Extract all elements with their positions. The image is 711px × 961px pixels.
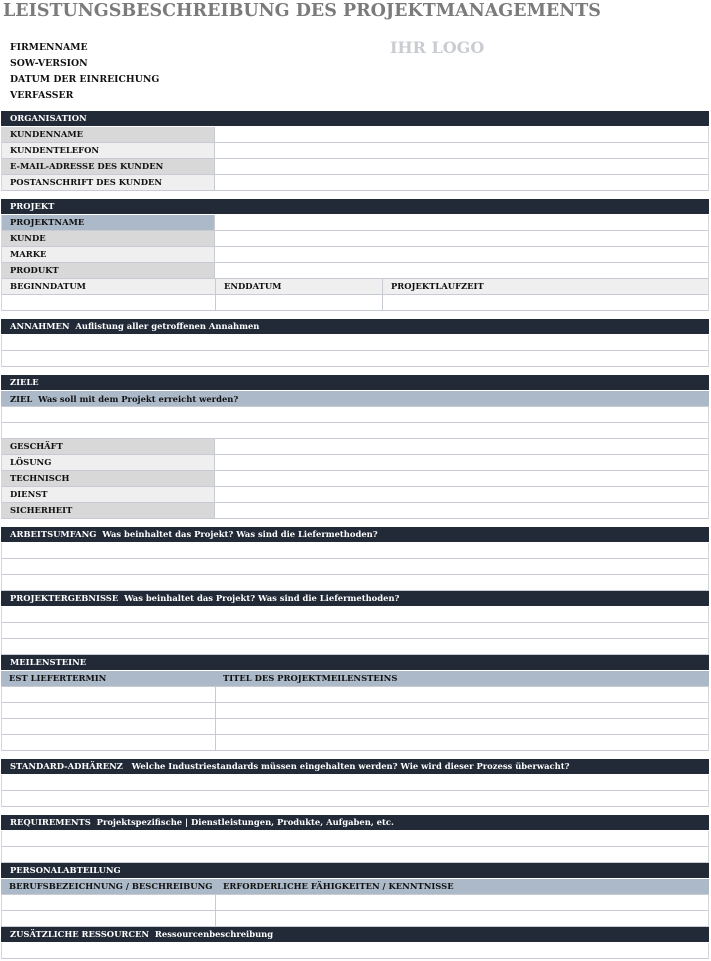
section-hint: Projektspezifische | Dienstleistungen, Produkte, Aufgaben, etc. — [96, 817, 394, 827]
table-row[interactable] — [1, 895, 709, 911]
table-row[interactable] — [1, 735, 709, 751]
section-header-meilensteine: MEILENSTEINE — [1, 655, 709, 670]
section-header-standard — [1, 759, 709, 774]
section-header-annahmen — [1, 319, 709, 334]
form-row-client-name[interactable] — [1, 127, 709, 143]
field-label: TECHNISCH — [2, 471, 215, 486]
meta-sow-version: SOW-VERSION — [10, 58, 88, 69]
text-row[interactable] — [1, 623, 709, 639]
form-row-technical[interactable] — [1, 471, 709, 487]
field-label: PROJEKTNAME — [2, 215, 215, 230]
col-delivery-date: EST LIEFERTERMIN — [9, 673, 107, 683]
text-row[interactable] — [1, 423, 709, 439]
table-row[interactable] — [1, 687, 709, 703]
text-row[interactable] — [1, 407, 709, 423]
text-row[interactable] — [1, 775, 709, 791]
field-label: E-MAIL-ADRESSE DES KUNDEN — [2, 159, 215, 174]
form-row-product[interactable] — [1, 263, 709, 279]
text-row[interactable] — [1, 575, 709, 591]
form-row-service[interactable] — [1, 487, 709, 503]
date-input-row[interactable] — [1, 295, 709, 311]
date-header-row — [1, 279, 709, 295]
section-header-ziele: ZIELE — [1, 375, 709, 390]
form-row-project-name[interactable] — [1, 215, 709, 231]
section-header-ressourcen — [1, 927, 709, 942]
field-label: DIENST — [2, 487, 215, 502]
text-row[interactable] — [1, 335, 709, 351]
table-row[interactable] — [1, 719, 709, 735]
form-row-business[interactable] — [1, 439, 709, 455]
section-header-projektergebnisse — [1, 591, 709, 606]
field-label: GESCHÄFT — [2, 439, 215, 454]
table-row[interactable] — [1, 703, 709, 719]
field-label: SICHERHEIT — [2, 503, 215, 518]
section-hint: Ressourcenbeschreibung — [154, 929, 274, 939]
text-row[interactable] — [1, 943, 709, 959]
text-row[interactable] — [1, 639, 709, 655]
logo-placeholder: IHR LOGO — [390, 38, 485, 57]
text-row[interactable] — [1, 791, 709, 807]
section-title: REQUIREMENTS — [10, 817, 91, 827]
field-label: PRODUKT — [2, 263, 215, 278]
text-row[interactable] — [1, 607, 709, 623]
section-header-requirements — [1, 815, 709, 830]
col-begin-date: BEGINNDATUM — [10, 281, 86, 291]
section-title: ARBEITSUMFANG — [10, 529, 97, 539]
text-row[interactable] — [1, 559, 709, 575]
field-label: MARKE — [2, 247, 215, 262]
text-row[interactable] — [1, 847, 709, 863]
form-row-security[interactable] — [1, 503, 709, 519]
meta-company-name: FIRMENNAME — [10, 42, 88, 53]
section-hint: Auflistung aller getroffenen Annahmen — [75, 321, 260, 331]
form-row-client-address[interactable] — [1, 175, 709, 191]
field-label: LÖSUNG — [2, 455, 215, 470]
section-title: ANNAHMEN — [10, 321, 70, 331]
section-hint: Was beinhaltet das Projekt? Was sind die Liefermethoden? — [124, 593, 400, 603]
form-row-brand[interactable] — [1, 247, 709, 263]
section-hint: Was beinhaltet das Projekt? Was sind die Liefermethoden? — [102, 529, 378, 539]
text-row[interactable] — [1, 543, 709, 559]
meta-author: VERFASSER — [10, 90, 74, 101]
field-label: KUNDENNAME — [2, 127, 215, 142]
personnel-column-header — [1, 879, 709, 895]
text-row[interactable] — [1, 831, 709, 847]
col-required-skills: ERFORDERLICHE FÄHIGKEITEN / KENNTNISSE — [223, 881, 454, 891]
section-title: PROJEKTERGEBNISSE — [10, 593, 119, 603]
table-row[interactable] — [1, 911, 709, 927]
milestone-column-header — [1, 671, 709, 687]
field-label: KUNDE — [2, 231, 215, 246]
section-header-organisation: ORGANISATION — [1, 111, 709, 126]
form-row-customer[interactable] — [1, 231, 709, 247]
section-header-arbeitsumfang — [1, 527, 709, 542]
section-title: STANDARD-ADHÄRENZ — [10, 761, 123, 771]
form-row-client-email[interactable] — [1, 159, 709, 175]
section-header-projekt: PROJEKT — [1, 199, 709, 214]
meta-submission-date: DATUM DER EINREICHUNG — [10, 74, 160, 85]
section-title: ZIEL — [10, 394, 33, 404]
col-milestone-title: TITEL DES PROJEKTMEILENSTEINS — [223, 673, 398, 683]
col-duration: PROJEKTLAUFZEIT — [391, 281, 484, 291]
text-row[interactable] — [1, 351, 709, 367]
document-meta — [10, 40, 159, 104]
field-label: POSTANSCHRIFT DES KUNDEN — [2, 175, 215, 190]
section-header-personal: PERSONALABTEILUNG — [1, 863, 709, 878]
col-job-title: BERUFSBEZEICHNUNG / BESCHREIBUNG — [9, 881, 213, 891]
form-row-solution[interactable] — [1, 455, 709, 471]
section-hint: Welche Industriestandards müssen eingehalten werden? Wie wird dieser Prozess überwacht? — [131, 761, 570, 771]
section-title: ZUSÄTZLICHE RESSOURCEN — [10, 929, 150, 939]
section-hint: Was soll mit dem Projekt erreicht werden? — [38, 394, 239, 404]
field-label: KUNDENTELEFON — [2, 143, 215, 158]
page-title: LEISTUNGSBESCHREIBUNG DES PROJEKTMANAGEMENTS — [3, 1, 601, 21]
form-row-client-phone[interactable] — [1, 143, 709, 159]
sub-header-ziel — [1, 391, 709, 407]
col-end-date: ENDDATUM — [224, 281, 282, 291]
